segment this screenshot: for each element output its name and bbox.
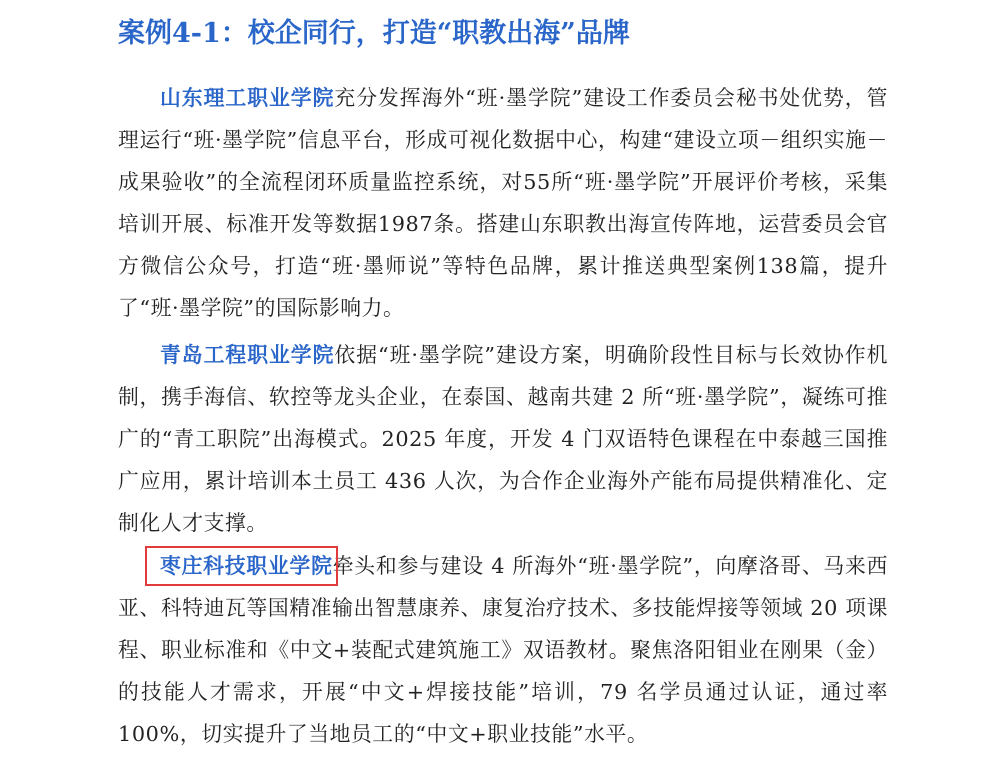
paragraph-zaozhuang-keji [118,545,888,755]
school-name-qingdao-gongcheng: 青岛工程职业学院 [160,342,335,367]
paragraph-shandong-ligong [118,77,888,329]
school-name-shandong-ligong: 山东理工职业学院 [160,85,335,110]
school-name-zaozhuang-keji: 枣庄科技职业学院 [160,553,333,578]
case-title: 案例4-1：校企同行，打造“职教出海”品牌 [118,18,630,49]
paragraph-qingdao-gongcheng [118,334,888,544]
paragraph-text: 牵头和参与建设 4 所海外“班·墨学院”，向摩洛哥、马来西亚、科特迪瓦等国精准输出智慧康养、康复治疗技术、多技能焊接等领域 20 项课程、职业标准和《中文+装配式建筑施工》双语教材。聚焦洛阳钼业在刚果（金）的技能人才需求，开展“中文+焊接技能”培训，79 名学员通过认证，通过率 100%，切实提升了当地员工的“中文+职业技能”水平。 [118,554,888,746]
paragraph-text: 充分发挥海外“班·墨学院”建设工作委员会秘书处优势，管理运行“班·墨学院”信息平台，形成可视化数据中心，构建“建设立项－组织实施－成果验收”的全流程闭环质量监控系统，对55所“班·墨学院”开展评价考核，采集培训开展、标准开发等数据1987条。搭建山东职教出海宣传阵地，运营委员会官方微信公众号，打造“班·墨师说”等特色品牌，累计推送典型案例138篇，提升了“班·墨学院”的国际影响力。 [118,86,888,320]
paragraph-text: 依据“班·墨学院”建设方案，明确阶段性目标与长效协作机制，携手海信、软控等龙头企业，在泰国、越南共建 2 所“班·墨学院”，凝练可推广的“青工职院”出海模式。2025 年度，开发 4 门双语特色课程在中泰越三国推广应用，累计培训本土员工 436 人次，为合作企业海外产能布局提供精准化、定制化人才支撑。 [118,343,888,535]
